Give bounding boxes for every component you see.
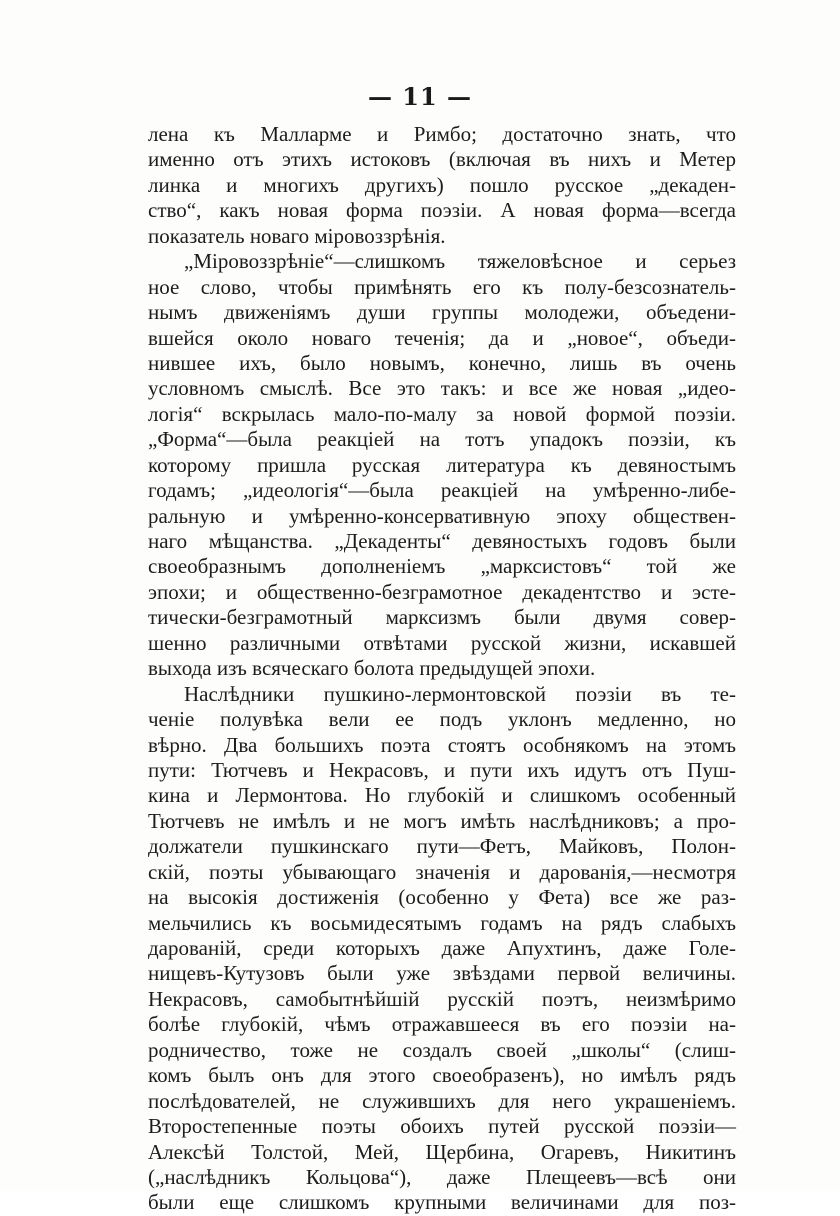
- page-number: — 11 —: [367, 82, 473, 111]
- text-line: своеобразнымъ дополненіемъ „марксистовъ“ той же: [148, 554, 736, 579]
- text-line: условномъ смыслѣ. Все это такъ: и все же новая „идео-: [148, 376, 736, 401]
- text-line: мельчились къ восьмидесятымъ годамъ на рядъ слабыхъ: [148, 910, 736, 935]
- text-line: болѣе глубокій, чѣмъ отражавшееся въ его поэзіи на-: [148, 1012, 736, 1037]
- text-line: на высокія достиженія (особенно у Фета) все же раз-: [148, 885, 736, 910]
- text-line: лена къ Малларме и Римбо; достаточно знать, что: [148, 122, 736, 146]
- text-line: именно отъ этихъ истоковъ (включая въ нихъ и Метер: [148, 147, 736, 172]
- text-line: скій, поэты убывающаго значенія и дарованія,—несмотря: [148, 859, 736, 884]
- text-line: пути: Тютчевъ и Некрасовъ, и пути ихъ идутъ отъ Пуш-: [148, 757, 736, 782]
- text-line: „Міровоззрѣніе“—слишкомъ тяжеловѣсное и серьез: [184, 249, 736, 274]
- text-line: дарованій, среди которыхъ даже Апухтинъ, даже Голе-: [148, 936, 736, 960]
- text-line: были еще слишкомъ крупными величинами для поз-: [148, 1190, 736, 1215]
- text-line: вшейся около новаго теченія; да и „новое“, объеди-: [148, 325, 736, 350]
- text-line: „Форма“—была реакціей на тотъ упадокъ поэзіи, къ: [148, 427, 736, 452]
- text-line: послѣдователей, не служившихъ для него украшеніемъ.: [148, 1088, 736, 1113]
- text-line: линка и многихъ другихъ) пошло русское „декаден-: [148, 172, 736, 197]
- text-line: ство“, какъ новая форма поэзіи. А новая форма—всегда: [148, 198, 736, 223]
- text-line: логія“ вскрылась мало-по-малу за новой формой поэзіи.: [148, 401, 736, 426]
- text-line: Некрасовъ, самобытнѣйшій русскій поэтъ, неизмѣримо: [148, 986, 736, 1011]
- text-line: которому пришла русская литература къ девяностымъ: [148, 452, 736, 477]
- text-line: выхода изъ всяческаго болота предыдущей эпохи.: [148, 656, 596, 681]
- text-line: годамъ; „идеологія“—была реакціей на умѣренно-либе-: [148, 478, 736, 503]
- text-line: Тютчевъ не имѣлъ и не могъ имѣть наслѣдниковъ; а про-: [148, 808, 736, 833]
- text-line: комъ былъ онъ для этого своеобразенъ), но имѣлъ рядъ: [148, 1063, 736, 1088]
- text-line: кина и Лермонтова. Но глубокій и слишкомъ особенный: [148, 783, 736, 808]
- text-line: эпохи; и общественно-безграмотное декадентство и эсте-: [148, 579, 736, 604]
- text-line: наго мѣщанства. „Декаденты“ девяностыхъ годовъ были: [148, 529, 736, 553]
- text-line: показатель новаго міровоззрѣнія.: [148, 223, 446, 248]
- text-line: ченіе полувѣка вели ее подъ уклонъ медленно, но: [148, 707, 736, 732]
- body-text: [148, 122, 736, 1216]
- text-line: Второстепенные поэты обоихъ путей русской поэзіи—: [148, 1114, 736, 1139]
- text-line: нищевъ-Кутузовъ были уже звѣздами первой величины.: [148, 961, 736, 986]
- text-line: Наслѣдники пушкино-лермонтовской поэзіи въ те-: [184, 681, 736, 706]
- text-line: нившее ихъ, было новымъ, конечно, лишь въ очень: [148, 350, 736, 375]
- text-line: („наслѣдникъ Кольцова“), даже Плещеевъ—всѣ они: [148, 1164, 736, 1189]
- text-line: вѣрно. Два большихъ поэта стоятъ особнякомъ на этомъ: [148, 732, 736, 757]
- text-line: Алексѣй Толстой, Мей, Щербина, Огаревъ, Никитинъ: [148, 1139, 736, 1164]
- text-line: тически-безграмотный марксизмъ были двумя совер-: [148, 605, 736, 630]
- text-line: ное слово, чтобы примѣнять его къ полу-безсознатель-: [148, 274, 736, 299]
- text-line: нымъ движеніямъ души группы молодежи, объедени-: [148, 300, 736, 325]
- text-line: должатели пушкинскаго пути—Фетъ, Майковъ, Полон-: [148, 834, 736, 859]
- text-line: ральную и умѣренно-консервативную эпоху обществен-: [148, 503, 736, 528]
- text-line: родничество, тоже не создалъ своей „школы“ (слиш-: [148, 1037, 736, 1062]
- text-line: шенно различными отвѣтами русской жизни, искавшей: [148, 630, 736, 655]
